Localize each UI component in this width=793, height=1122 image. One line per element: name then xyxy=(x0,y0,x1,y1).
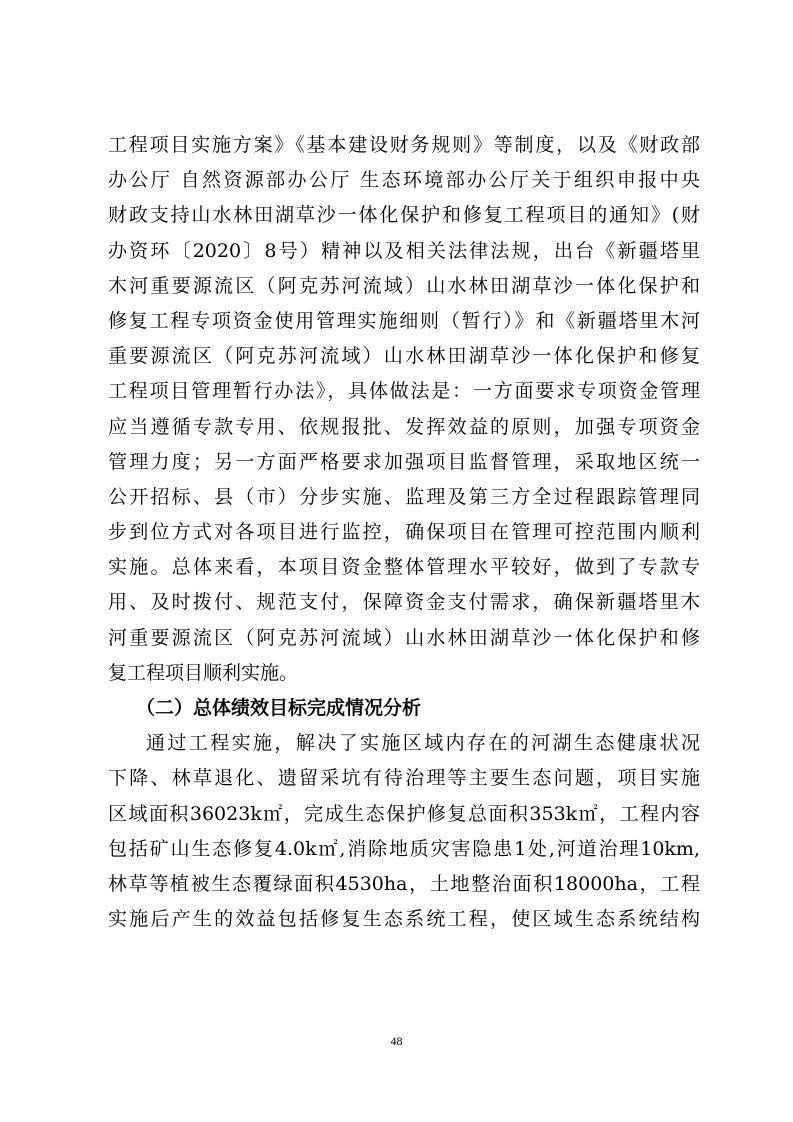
text-line: 木河重要源流区（阿克苏河流域）山水林田湖草沙一体化保护和 xyxy=(108,274,700,297)
paragraph-funds-management xyxy=(108,128,700,691)
text-line: 林草等植被生态覆绿面积4530ha，土地整治面积18000ha，工程 xyxy=(108,872,700,895)
text-line: 办公厅 自然资源部办公厅 生态环境部办公厅关于组织申报中央 xyxy=(108,169,700,192)
text-line: 公开招标、县（市）分步实施、监理及第三方全过程跟踪管理同 xyxy=(108,485,700,508)
body-text xyxy=(108,128,700,937)
text-line: 工程项目管理暂行办法》，具体做法是：一方面要求专项资金管理 xyxy=(108,380,700,403)
text-line: 办资环〔2020〕8号）精神以及相关法律法规，出台《新疆塔里 xyxy=(108,239,700,262)
text-line: 财政支持山水林田湖草沙一体化保护和修复工程项目的通知》(财 xyxy=(108,204,700,227)
text-line: 实施。总体来看，本项目资金整体管理水平较好，做到了专款专 xyxy=(108,556,700,579)
text-line: 重要源流区（阿克苏河流域）山水林田湖草沙一体化保护和修复 xyxy=(108,345,700,368)
section-heading: （二）总体绩效目标完成情况分析 xyxy=(136,697,422,719)
text-line: 工程项目实施方案》《基本建设财务规则》等制度，以及《财政部 xyxy=(108,134,700,156)
text-line: 下降、林草退化、遗留采坑有待治理等主要生态问题，项目实施 xyxy=(108,767,700,790)
text-line: 区域面积36023k㎡，完成生态保护修复总面积353k㎡，工程内容 xyxy=(108,802,700,825)
text-line: 通过工程实施，解决了实施区域内存在的河湖生态健康状况 xyxy=(146,732,700,755)
text-line: 复工程项目顺利实施。 xyxy=(108,661,299,684)
text-line: 步到位方式对各项目进行监控，确保项目在管理可控范围内顺利 xyxy=(108,521,700,544)
text-line: 河重要源流区（阿克苏河流域）山水林田湖草沙一体化保护和修 xyxy=(108,626,700,649)
text-line: 修复工程专项资金使用管理实施细则（暂行）》和《新疆塔里木河 xyxy=(108,309,700,332)
text-line: 管理力度；另一方面严格要求加强项目监督管理，采取地区统一 xyxy=(108,450,700,473)
page-number: 48 xyxy=(390,1034,403,1048)
paragraph-performance-goals xyxy=(108,726,700,937)
text-line: 包括矿山生态修复4.0k㎡,消除地质灾害隐患1处,河道治理10km, xyxy=(108,837,700,860)
text-line: 应当遵循专款专用、依规报批、发挥效益的原则，加强专项资金 xyxy=(108,415,700,438)
text-line: 用、及时拨付、规范支付，保障资金支付需求，确保新疆塔里木 xyxy=(108,591,700,614)
text-line: 实施后产生的效益包括修复生态系统工程，使区域生态系统结构 xyxy=(108,908,700,931)
